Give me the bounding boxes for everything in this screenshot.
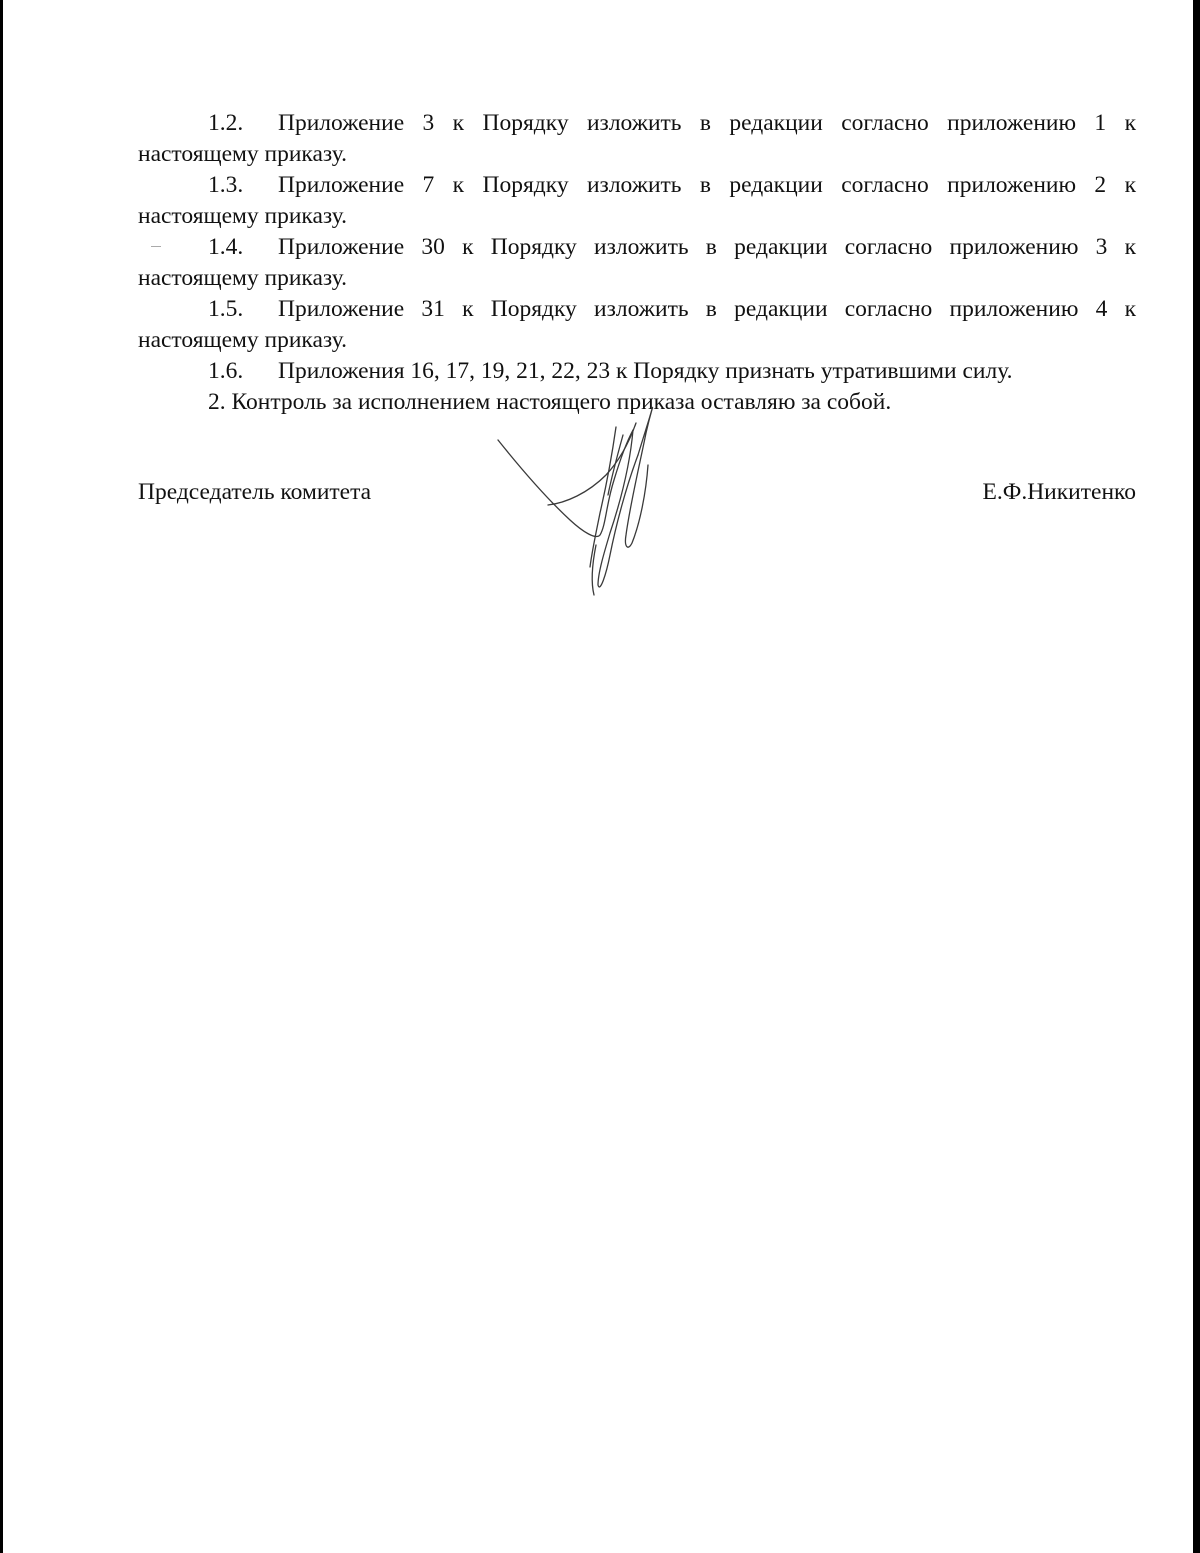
paragraph-number: 1.2.: [208, 110, 244, 136]
paragraph-text: Приложения 16, 17, 19, 21, 22, 23 к Порядку признать утратившими силу.: [278, 358, 1013, 384]
signer-name: Е.Ф.Никитенко: [982, 479, 1136, 505]
paragraph-number: 1.5.: [208, 296, 244, 322]
paragraph-1-2: [138, 108, 1136, 170]
paragraph-number: 1.3.: [208, 172, 244, 198]
paragraph-text: Приложение 3 к Порядку изложить в редакции согласно приложению 1 к настоящему приказу.: [138, 110, 1136, 167]
paragraph-text: Приложение 7 к Порядку изложить в редакции согласно приложению 2 к настоящему приказу.: [138, 172, 1136, 229]
paragraph-text: Приложение 31 к Порядку изложить в редакции согласно приложению 4 к настоящему приказу.: [138, 296, 1136, 353]
paragraph-1-5: [138, 294, 1136, 356]
paragraph-text: 2. Контроль за исполнением настоящего приказа оставляю за собой.: [208, 389, 892, 415]
paragraph-number: 1.6.: [208, 358, 244, 384]
document-page: [3, 0, 1193, 1553]
paragraph-1-3: [138, 170, 1136, 232]
paragraph-1-6: [138, 356, 1136, 387]
signer-title: Председатель комитета: [138, 479, 372, 505]
paragraph-number: 1.4.: [208, 234, 244, 260]
paragraph-1-4: [138, 232, 1136, 294]
paragraph-text: Приложение 30 к Порядку изложить в редакции согласно приложению 3 к настоящему приказу.: [138, 234, 1136, 291]
document-body: [138, 108, 1136, 418]
handwritten-signature-icon: [488, 395, 698, 600]
